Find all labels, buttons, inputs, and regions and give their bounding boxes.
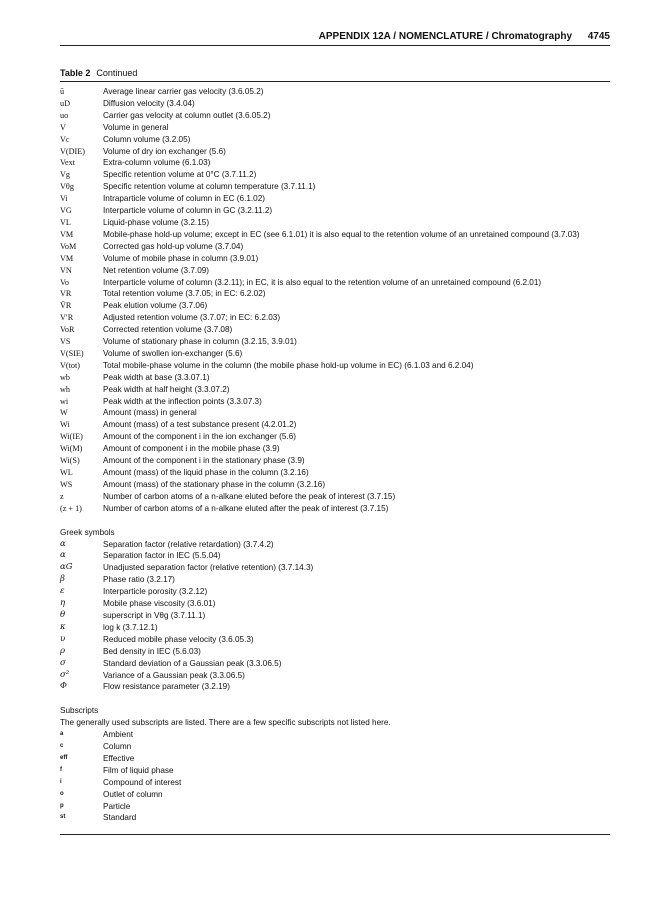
symbol: V(DIE) <box>60 146 86 156</box>
symbol: uD <box>60 98 71 108</box>
nomenclature-row <box>60 384 612 396</box>
nomenclature-row <box>60 491 612 503</box>
symbol: Φ <box>60 681 67 692</box>
nomenclature-row <box>60 550 612 562</box>
header-title: APPENDIX 12A / NOMENCLATURE / Chromatography <box>318 31 572 42</box>
symbol: W <box>60 408 68 418</box>
subscripts-section-title: Subscripts <box>60 706 99 716</box>
definition: Interparticle volume of column (3.2.11); in EC, it is also equal to the retention volume of an unretained compound (6.2.01) <box>103 277 542 287</box>
definition: Corrected gas hold-up volume (3.7.04) <box>103 241 244 251</box>
definition: Number of carbon atoms of a n-alkane eluted before the peak of interest (3.7.15) <box>103 491 396 501</box>
nomenclature-row <box>60 753 612 765</box>
definition: Interparticle porosity (3.2.12) <box>103 587 208 597</box>
greek-section <box>60 527 612 694</box>
definition: Column <box>103 742 132 752</box>
definition: Amount of the component i in the stationary phase (3.9) <box>103 456 305 466</box>
symbol: VoM <box>60 241 77 251</box>
symbol: η <box>60 598 66 609</box>
nomenclature-row <box>60 741 612 753</box>
symbol: VS <box>60 337 71 347</box>
symbol: σ² <box>60 669 70 680</box>
symbol: υ <box>60 633 66 644</box>
definition: Specific retention volume at 0°C (3.7.11.2) <box>103 170 257 180</box>
nomenclature-row <box>60 562 612 574</box>
table-top-rule <box>60 81 610 82</box>
nomenclature-row <box>60 229 612 241</box>
nomenclature-row <box>60 586 612 598</box>
symbol: VoR <box>60 325 75 335</box>
symbol: α <box>60 550 66 561</box>
nomenclature-row <box>60 598 612 610</box>
symbol: κ <box>60 621 66 632</box>
definition: superscript in Vθg (3.7.11.1) <box>103 610 206 620</box>
symbol: ρ <box>60 645 65 656</box>
nomenclature-row <box>60 681 612 693</box>
definition: Amount (mass) in general <box>103 408 197 418</box>
nomenclature-row <box>60 205 612 217</box>
definition: Mobile phase viscosity (3.6.01) <box>103 599 216 609</box>
definition: Peak width at the inflection points (3.3.07.3) <box>103 396 262 406</box>
symbol: Vc <box>60 134 70 144</box>
nomenclature-row <box>60 277 612 289</box>
definition: Separation factor (relative retardation) (3.7.4.2) <box>103 539 274 549</box>
nomenclature-row <box>60 574 612 586</box>
page-number: 4745 <box>587 31 610 42</box>
definition: Total retention volume (3.7.05; in EC: 6.2.02) <box>103 289 266 299</box>
nomenclature-row <box>60 789 612 801</box>
nomenclature-row <box>60 372 612 384</box>
symbol: α <box>60 538 66 549</box>
subscript-list <box>60 729 612 824</box>
symbol: Wi(S) <box>60 456 80 466</box>
roman-symbol-list <box>60 86 612 515</box>
symbol: VN <box>60 265 72 275</box>
symbol: Vθg <box>60 182 74 192</box>
symbol: o <box>60 790 64 797</box>
nomenclature-row <box>60 146 612 158</box>
nomenclature-row <box>60 801 612 813</box>
nomenclature-table <box>60 86 612 824</box>
symbol: ū <box>60 87 65 96</box>
definition: Effective <box>103 753 135 763</box>
symbol: V(tot) <box>60 360 81 370</box>
symbol: p <box>60 802 64 809</box>
nomenclature-row <box>60 300 612 312</box>
symbol: i <box>60 778 62 785</box>
symbol: a <box>60 731 64 738</box>
definition: Total mobile-phase volume in the column (the mobile phase hold-up volume in EC) (6.1.03 and 6.2.04) <box>103 360 474 370</box>
nomenclature-row <box>60 122 612 134</box>
nomenclature-row <box>60 217 612 229</box>
definition: Peak elution volume (3.7.06) <box>103 301 208 311</box>
nomenclature-row <box>60 324 612 336</box>
symbol: uo <box>60 110 69 120</box>
symbol: (z + 1) <box>60 503 82 513</box>
nomenclature-row <box>60 777 612 789</box>
symbol: f <box>60 766 62 773</box>
definition: Interparticle volume of column in GC (3.2.11.2) <box>103 206 273 216</box>
nomenclature-row <box>60 336 612 348</box>
definition: Volume in general <box>103 122 169 132</box>
nomenclature-row <box>60 443 612 455</box>
definition: Ambient <box>103 730 134 740</box>
symbol: VM <box>60 229 74 239</box>
definition: Amount (mass) of the stationary phase in the column (3.2.16) <box>103 479 326 489</box>
definition: Volume of stationary phase in column (3.2.15, 3.9.01) <box>103 337 297 347</box>
symbol: WL <box>60 468 73 477</box>
definition: Number of carbon atoms of a n-alkane eluted after the peak of interest (3.7.15) <box>103 503 389 513</box>
nomenclature-row <box>60 467 612 479</box>
definition: Standard deviation of a Gaussian peak (3.3.06.5) <box>103 658 282 668</box>
symbol: VR <box>60 289 72 299</box>
nomenclature-row <box>60 419 612 431</box>
nomenclature-row <box>60 812 612 824</box>
definition: Volume of swollen ion-exchanger (5.6) <box>103 348 243 358</box>
nomenclature-row <box>60 241 612 253</box>
definition: Film of liquid phase <box>103 765 174 775</box>
nomenclature-row <box>60 312 612 324</box>
definition: Corrected retention volume (3.7.08) <box>103 325 233 335</box>
symbol: σ <box>60 657 66 668</box>
nomenclature-row <box>60 193 612 205</box>
symbol: Vo <box>60 277 69 287</box>
subscripts-section <box>60 705 612 824</box>
definition: Carrier gas velocity at column outlet (3.6.05.2) <box>103 110 271 120</box>
symbol: Wi <box>60 420 70 430</box>
table-label: Table 2 <box>60 68 91 78</box>
symbol: VM <box>60 253 74 263</box>
symbol: wb <box>60 372 71 382</box>
symbol: c <box>60 743 64 750</box>
symbol: wh <box>60 384 71 394</box>
symbol: V′R <box>60 313 74 323</box>
definition: Flow resistance parameter (3.2.19) <box>103 682 230 692</box>
nomenclature-row <box>60 646 612 658</box>
symbol: Vext <box>60 158 76 168</box>
nomenclature-row <box>60 181 612 193</box>
nomenclature-row <box>60 503 612 515</box>
nomenclature-row <box>60 634 612 646</box>
nomenclature-row <box>60 253 612 265</box>
definition: Separation factor in IEC (5.5.04) <box>103 551 221 561</box>
nomenclature-row <box>60 348 612 360</box>
table-caption <box>60 68 137 78</box>
definition: log k (3.7.12.1) <box>103 622 158 632</box>
definition: Intraparticle volume of column in EC (6.1.02) <box>103 194 266 204</box>
nomenclature-row <box>60 265 612 277</box>
symbol: Vg <box>60 170 71 180</box>
symbol: Vi <box>60 194 68 204</box>
nomenclature-row <box>60 169 612 181</box>
nomenclature-row <box>60 134 612 146</box>
definition: Liquid-phase volume (3.2.15) <box>103 217 210 227</box>
symbol: z <box>60 491 64 501</box>
definition: Peak width at half height (3.3.07.2) <box>103 384 230 394</box>
symbol: θ <box>60 609 66 620</box>
definition: Amount (mass) of a test substance present (4.2.01.2) <box>103 420 297 430</box>
greek-symbol-list <box>60 539 612 694</box>
symbol: Wi(M) <box>60 444 83 454</box>
subscripts-intro: The generally used subscripts are listed. There are a few specific subscripts not listed here. <box>60 718 391 728</box>
nomenclature-row <box>60 431 612 443</box>
definition: Variance of a Gaussian peak (3.3.06.5) <box>103 670 245 680</box>
definition: Mobile-phase hold-up volume; except in EC (see 6.1.01) it is also equal to the retention volume of an unretained compound (3.7.03) <box>103 229 580 239</box>
symbol: αG <box>60 562 73 573</box>
nomenclature-row <box>60 110 612 122</box>
definition: Amount of the component i in the ion exchanger (5.6) <box>103 432 296 442</box>
nomenclature-row <box>60 86 612 98</box>
greek-section-title: Greek symbols <box>60 527 115 537</box>
definition: Particle <box>103 801 131 811</box>
definition: Bed density in IEC (5.6.03) <box>103 646 201 656</box>
definition: Specific retention volume at column temperature (3.7.11.1) <box>103 182 316 192</box>
nomenclature-row <box>60 670 612 682</box>
symbol: VL <box>60 217 71 227</box>
definition: Volume of mobile phase in column (3.9.01) <box>103 253 259 263</box>
nomenclature-row <box>60 407 612 419</box>
nomenclature-row <box>60 539 612 551</box>
definition: Peak width at base (3.3.07.1) <box>103 372 210 382</box>
symbol: ε <box>60 586 65 597</box>
nomenclature-row <box>60 288 612 300</box>
symbol: V <box>60 122 66 132</box>
symbol: wi <box>60 396 69 406</box>
nomenclature-row <box>60 157 612 169</box>
symbol: V(SIE) <box>60 348 84 358</box>
symbol: V̄R <box>60 301 72 311</box>
nomenclature-row <box>60 658 612 670</box>
definition: Column volume (3.2.05) <box>103 134 191 144</box>
definition: Amount (mass) of the liquid phase in the column (3.2.16) <box>103 468 309 477</box>
symbol: β <box>60 574 65 585</box>
symbol: WS <box>60 479 73 489</box>
definition: Outlet of column <box>103 789 163 799</box>
table-bottom-rule <box>60 834 610 835</box>
definition: Compound of interest <box>103 777 182 787</box>
definition: Unadjusted separation factor (relative retention) (3.7.14.3) <box>103 563 314 573</box>
nomenclature-row <box>60 610 612 622</box>
definition: Diffusion velocity (3.4.04) <box>103 98 195 108</box>
definition: Extra-column volume (6.1.03) <box>103 158 211 168</box>
definition: Net retention volume (3.7.09) <box>103 265 210 275</box>
nomenclature-row <box>60 765 612 777</box>
nomenclature-row <box>60 622 612 634</box>
nomenclature-row <box>60 360 612 372</box>
symbol: eff <box>60 754 68 761</box>
symbol: Wi(IE) <box>60 432 83 442</box>
nomenclature-row <box>60 729 612 741</box>
nomenclature-row <box>60 455 612 467</box>
nomenclature-row <box>60 98 612 110</box>
definition: Standard <box>103 813 137 823</box>
table-caption-text: Continued <box>96 68 138 78</box>
definition: Reduced mobile phase velocity (3.6.05.3) <box>103 634 254 644</box>
symbol: st <box>60 814 66 821</box>
definition: Average linear carrier gas velocity (3.6.05.2) <box>103 87 264 96</box>
definition: Adjusted retention volume (3.7.07; in EC: 6.2.03) <box>103 313 281 323</box>
symbol: VG <box>60 206 72 216</box>
running-header <box>60 31 610 46</box>
nomenclature-row <box>60 479 612 491</box>
definition: Amount of component i in the mobile phase (3.9) <box>103 444 280 454</box>
nomenclature-row <box>60 396 612 408</box>
definition: Phase ratio (3.2.17) <box>103 575 175 585</box>
definition: Volume of dry ion exchanger (5.6) <box>103 146 226 156</box>
